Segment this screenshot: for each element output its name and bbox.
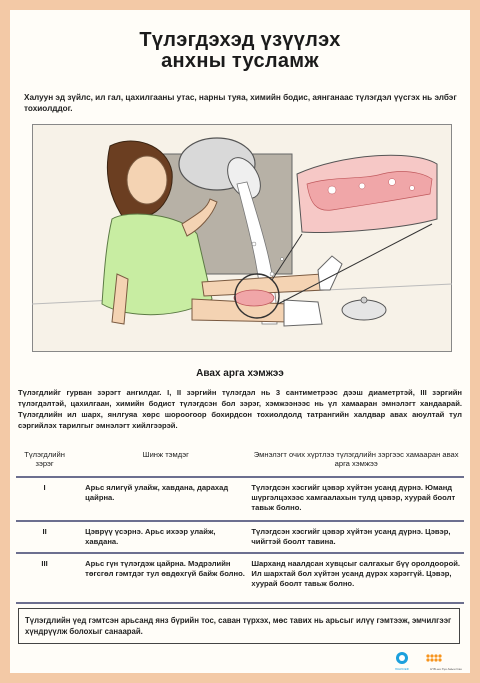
poster-sheet [10, 10, 470, 673]
row-grade: I [16, 477, 73, 521]
burn-grades-paragraph: Түлэгдлийг гурван зэрэгт ангилдаг. I, II зэргийн түлэгдэл нь 3 сантиметрээс дээш диаметртэй, III зэргийн түлэгдэлтэй, цахилгаан, химийн бодист түлэгдсэн бол зэрэг, хэмжээнээс нь үл хамааран эмнэлэгт хандаарай. Түлэгдлийн ил шарх, янлгуяа хөрс шороогоор бохирдсон тохиолдолд татрангийн халдвар авах аюултай тул сэргийлэх тарилгыг эмнэлэгт хийлгээрэй. [18, 388, 462, 430]
unicef-logo-icon [395, 652, 410, 671]
header-grade: Түлэгдлийн зэрэг [16, 447, 73, 477]
intro-text: Халуун эд зүйлс, ил гал, цахилгааны утас, нарны туяа, химийн бодис, аянганаас түлэгдэл үүсгэх нь элбэг тохиолддог. [24, 93, 457, 113]
title-line-1: Түлэгдэхэд үзүүлэх [139, 29, 341, 51]
burn-grades-table [16, 447, 464, 604]
table-row [16, 521, 464, 553]
table-row [16, 477, 464, 521]
title-line-2: анхны тусламж [161, 50, 319, 72]
burn-area [234, 290, 274, 306]
header-action: Эмнэлэгт очих хүртлээ түлэгдлийн зэргээс хамааран авах арга хэмжээ [248, 447, 464, 477]
row-action: Түлэгдсэн хэсгийг цэвэр хүйтэн усанд дүрнэ. Юманд шүргэлцэхээс хамгаалахын тулд цэвэр, хуурай боолт тавьж болно. [248, 477, 464, 521]
table-header-row [16, 447, 464, 477]
table-row [16, 553, 464, 603]
sponsor-logos [394, 650, 464, 672]
warning-note: Түлэгдлийн үед гэмтсэн арьсанд янз бүрийн тос, саван түрхэх, мөс тавих нь арьсыг илүү гэмтээж, эмчилгээг хүндрүүлж болохыг санаарай. [18, 608, 460, 644]
row-grade: II [16, 521, 73, 553]
burn-illustration [32, 124, 452, 352]
row-signs: Арьс гүн түлэгдэж цайрна. Мэдрэлийн төгсгөл гэмтдэг тул өвдөхгүй байж болно. [73, 553, 248, 603]
header-signs: Шинж тэмдэг [73, 447, 248, 477]
section-heading: Авах арга хэмжээ [196, 368, 284, 379]
row-grade: III [16, 553, 73, 603]
unfpa-caption: НҮБ-ын Хүн Амын Сан [430, 667, 462, 671]
unfpa-logo-icon [426, 654, 462, 671]
row-signs: Арьс ялигүй улайж, хавдана, дарахад цайрна. [73, 477, 248, 521]
row-signs: Цэврүү үсэрнэ. Арьс ихээр улайж, хавдана. [73, 521, 248, 553]
row-action: Шарханд наалдсан хувцсыг салгахыг бүү оролдоорой. Ил шархтай бол хүйтэн усанд дүрэх хэрэггүй. Цэвэр, хуурай боолт тавьж болно. [248, 553, 464, 603]
unicef-caption: ЮНИСЕФ [395, 667, 409, 671]
girl-face [127, 156, 167, 204]
poster-title [10, 30, 470, 72]
row-action: Түлэгдсэн хэсгийг цэвэр хүйтэн усанд дүрнэ. Цэвэр, чийгтэй боолт тавина. [248, 521, 464, 553]
